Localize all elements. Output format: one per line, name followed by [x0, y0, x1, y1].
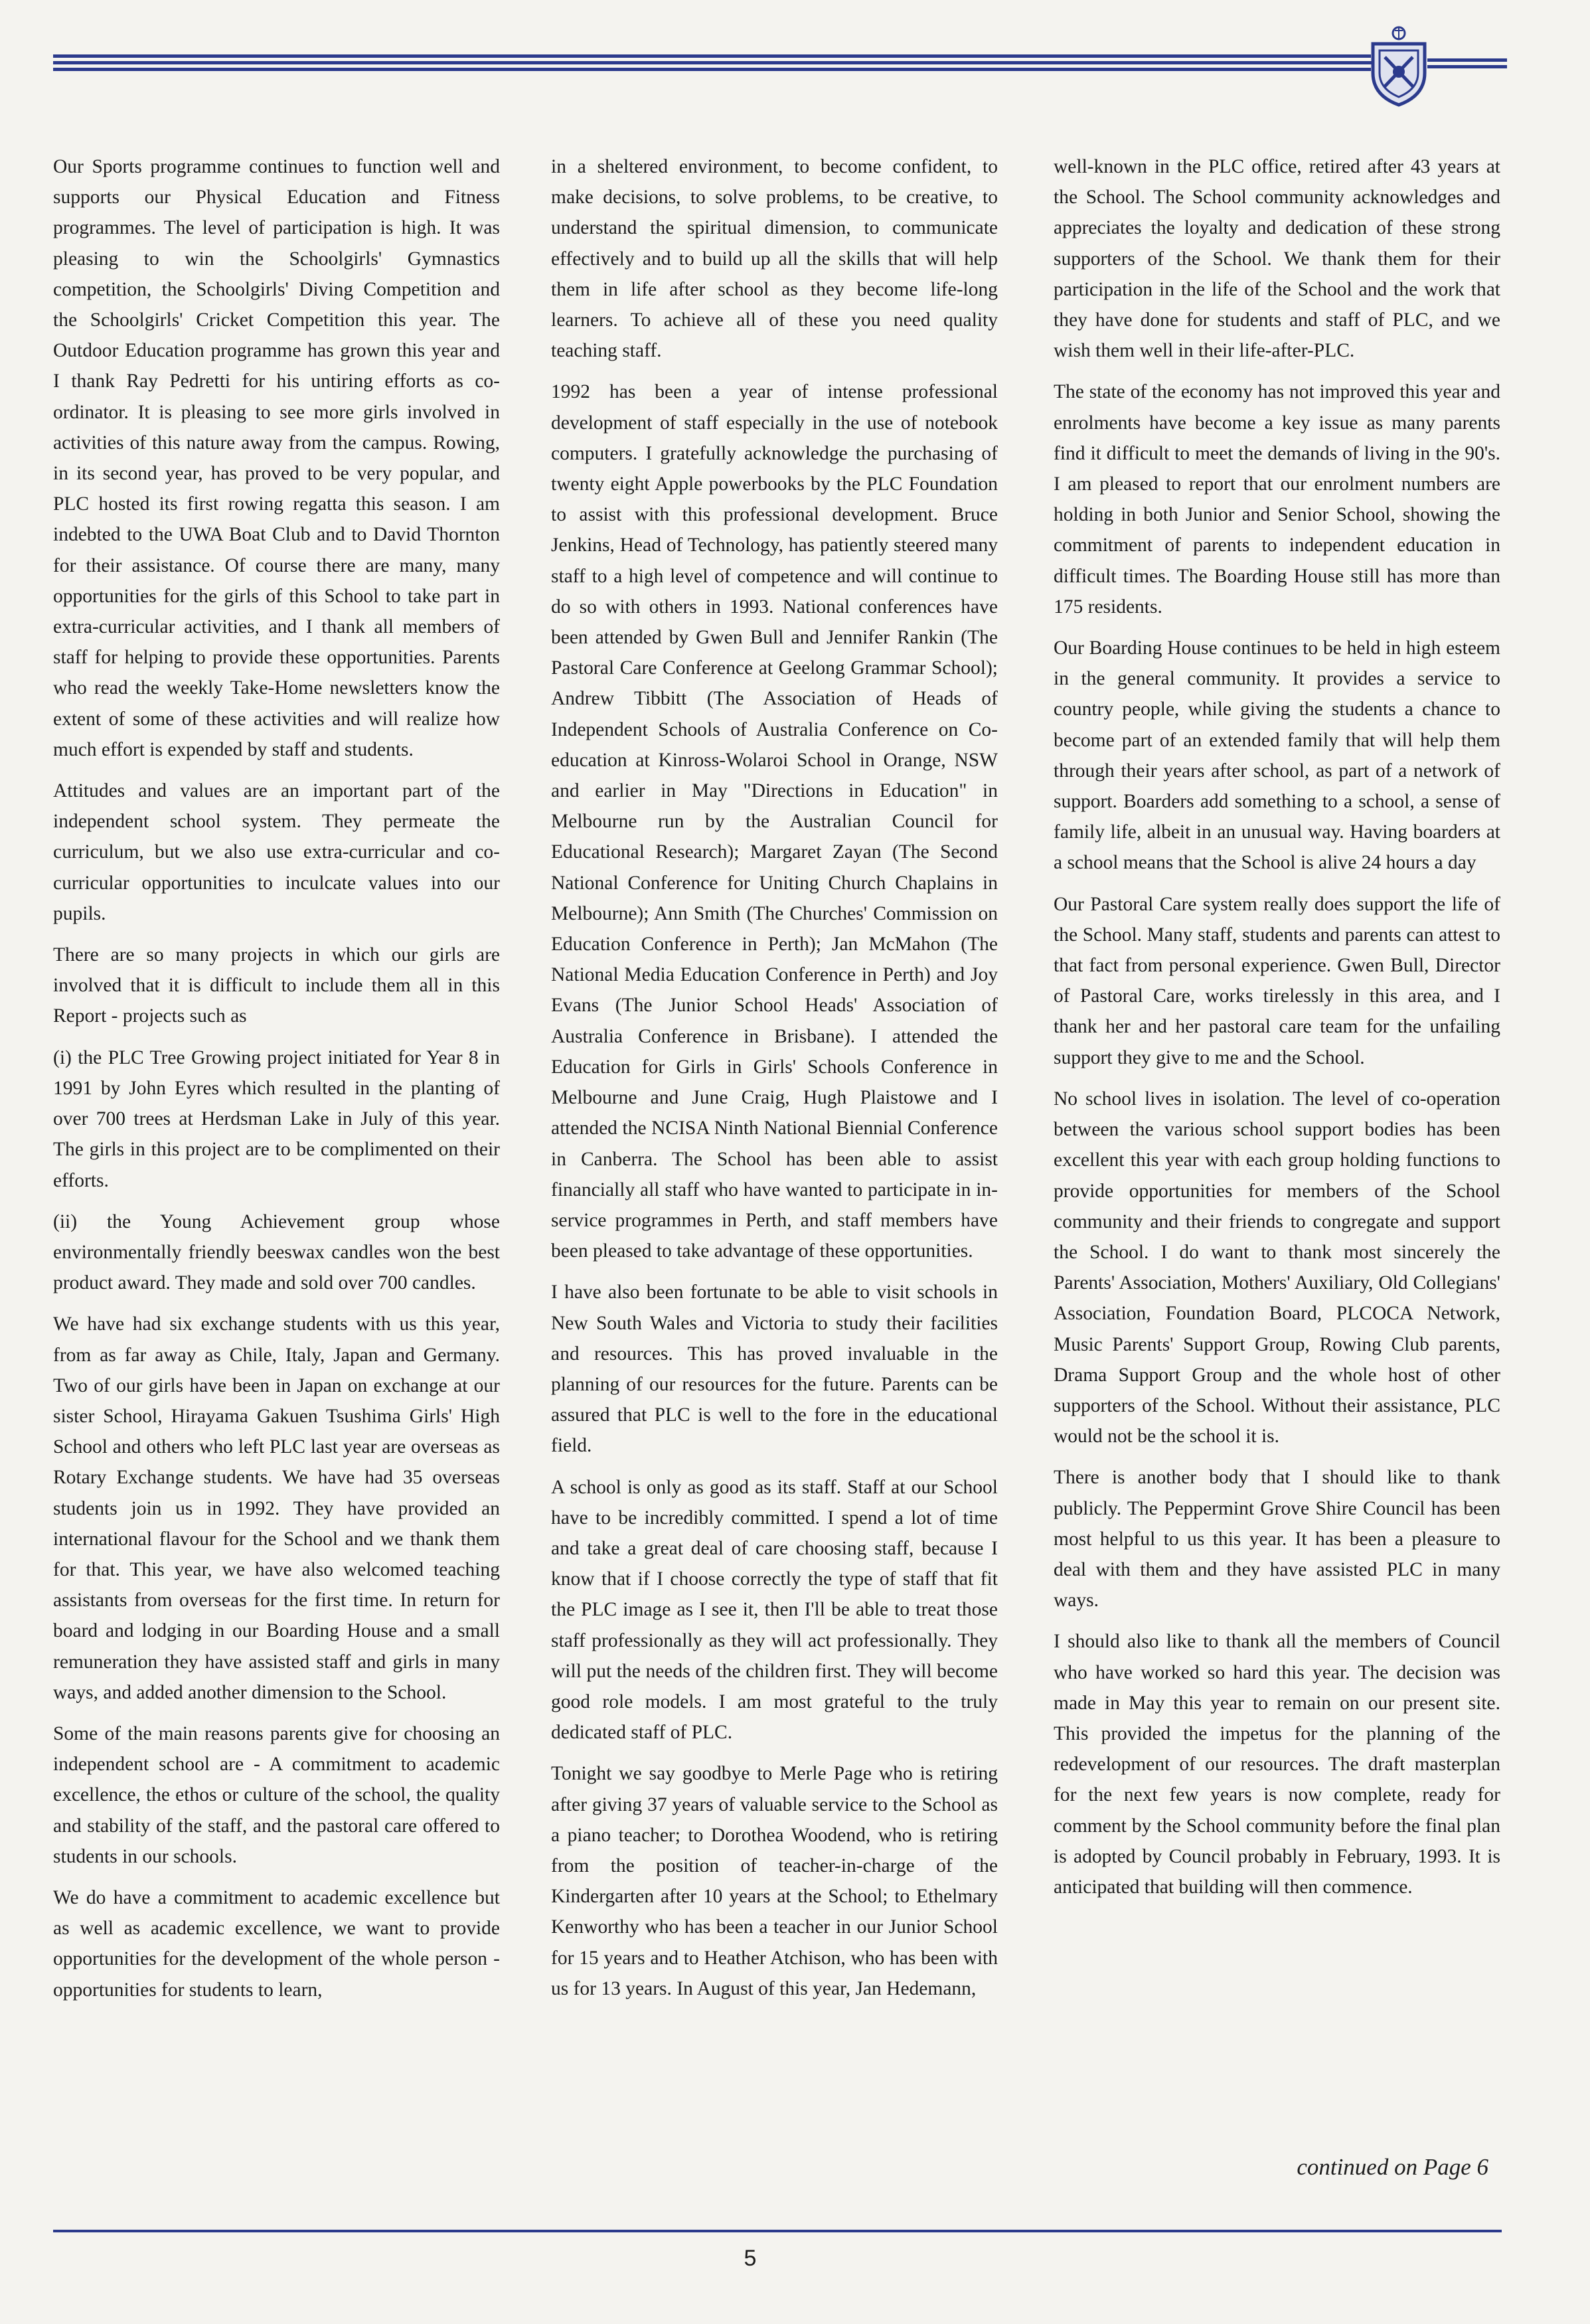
paragraph: I have also been fortunate to be able to visit schools in New South Wales and Victoria to study their facilities and resources. This has proved invaluable in the planning of our resources for the future. Parents can be assured that PLC is well to the fore in the educational field.: [551, 1282, 998, 1457]
paragraph: Some of the main reasons parents give for choosing an independent school are - A commitment to academic excellence, the ethos or culture of the school, the quality and stability of the staff, and the pastoral care offered to students in our schools.: [53, 1722, 500, 1867]
paragraph: Our Sports programme continues to function well and supports our Physical Education and Fitness programmes. The level of participation is high. It was pleasing to win the Schoolgirls' Gymnastics competition, the Schoolgirls' Diving Competition and the Schoolgirls' Cricket Competition this year. The Outdoor Education programme has grown this year and I thank Ray Pedretti for his untiring efforts as co-ordinator. It is pleasing to see more girls involved in activities of this nature away from the campus. Rowing, in its second year, has proved to be very popular, and PLC hosted its first rowing regatta this season. I am indebted to the UWA Boat Club and to David Thornton for their assistance. Of course there are many, many opportunities for the girls of this School to take part in extra-curricular activities, and I thank all members of staff for helping to provide these opportunities. Parents who read the weekly Take-Home newsletters know the extent of some of these activities and will realize how much effort is expended by staff and students.: [53, 156, 500, 760]
paragraph: We have had six exchange students with us this year, from as far away as Chile, Italy, Japan and Germany. Two of our girls have been in Japan on exchange at our sister School, Hirayama Gakuen Tsushima Girls' High School and others who left PLC last year are overseas as Rotary Exchange students. We have had 35 overseas students join us in 1992. They have provided an international flavour for the School and we thank them for that. This year, we have also welcomed teaching assistants from overseas for the first time. In return for board and lodging in our Boarding House and a small remuneration they have assisted staff and girls in many ways, and added another dimension to the School.: [53, 1313, 500, 1703]
header-rule-right: [1427, 58, 1507, 72]
paragraph: Our Pastoral Care system really does support the life of the School. Many staff, students and parents can attest to that fact from personal experience. Gwen Bull, Director of Pastoral Care, works tirelessly in this area, and I thank her and her pastoral care team for the unfailing support they give to me and the School.: [1054, 893, 1500, 1068]
footer-rule: [53, 2230, 1502, 2232]
paragraph: (i) the PLC Tree Growing project initiated for Year 8 in 1991 by John Eyres which resulted in the planting of over 700 trees at Herdsman Lake in July of this year. The girls in this project are to be complimented on their efforts.: [53, 1046, 500, 1191]
paragraph: in a sheltered environment, to become confident, to make decisions, to solve problems, to be creative, to understand the spiritual dimension, to communicate effectively and to build up all the skills that will help them in life after school as they become life-long learners. To achieve all of these you need quality teaching staff.: [551, 156, 998, 362]
paragraph: Attitudes and values are an important part of the independent school system. They permeate the curriculum, but we also use extra-curricular and co-curricular opportunities to inculcate values into our pupils.: [53, 780, 500, 924]
paragraph: There is another body that I should like to thank publicly. The Peppermint Grove Shire Council has been most helpful to us this year. It has been a pleasure to deal with them and they have assisted PLC in many ways.: [1054, 1467, 1500, 1612]
text-column-3: [1054, 151, 1500, 1913]
paragraph: No school lives in isolation. The level of co-operation between the various school support bodies has been excellent this year with each group holding functions to provide opportunities for members of the School community and their friends to congregate and support the School. I do want to thank most sincerely the Parents' Association, Mothers' Auxiliary, Old Collegians' Association, Foundation Board, PLCOCA Network, Music Parents' Support Group, Rowing Club parents, Drama Support Group and the whole host of other supporters of the School. Without their assistance, PLC would not be the school it is.: [1054, 1088, 1500, 1448]
text-column-1: [53, 151, 500, 2016]
header-rule: [53, 54, 1384, 77]
paragraph: 1992 has been a year of intense professional development of staff especially in the use of notebook computers. I gratefully acknowledge the purchasing of twenty eight Apple powerbooks by the PLC Foundation to assist with this professional development. Bruce Jenkins, Head of Technology, has patiently steered many staff to a high level of competence and will continue to do so with others in 1993. National conferences have been attended by Gwen Bull and Jennifer Rankin (The Pastoral Care Conference at Geelong Grammar School); Andrew Tibbitt (The Association of Heads of Independent Schools of Australia Conference on Co-education at Kinross-Wolaroi School in Orange, NSW and earlier in May "Directions in Education" in Melbourne run by the Australian Council for Educational Research); Margaret Zayan (The Second National Conference for Uniting Church Chaplains in Melbourne); Ann Smith (The Churches' Commission on Education Conference in Perth); Jan McMahon (The National Media Education Conference in Perth) and Joy Evans (The Junior School Heads' Association of Australia Conference in Brisbane). I attended the Education for Girls in Girls' Schools Conference in Melbourne and June Craig, Hugh Plaistowe and I attended the NCISA Ninth National Biennial Conference in Canberra. The School has been able to assist financially all staff who have wanted to participate in in-service programmes in Perth, and staff members have been pleased to take advantage of these opportunities.: [551, 381, 998, 1262]
page-number: 5: [744, 2246, 757, 2271]
paragraph: well-known in the PLC office, retired after 43 years at the School. The School community acknowledges and appreciates the loyalty and dedication of these strong supporters of the School. We thank them for their participation in the life of the School and the work that they have done for students and staff of PLC, and we wish them well in their life-after-PLC.: [1054, 156, 1500, 362]
paragraph: Our Boarding House continues to be held in high esteem in the general community. It provides a service to country people, while giving the students a chance to become part of an extended family that will help them through their years after school, as part of a network of support. Boarders add something to a school, a sense of family life, albeit in an unusual way. Having boarders at a school means that the School is alive 24 hours a day: [1054, 637, 1500, 874]
text-column-2: [551, 151, 998, 2015]
school-crest-icon: [1368, 24, 1430, 108]
paragraph: There are so many projects in which our girls are involved that it is difficult to include them all in this Report - projects such as: [53, 944, 500, 1027]
paragraph: We do have a commitment to academic excellence but as well as academic excellence, we want to provide opportunities for the development of the whole person - opportunities for students to learn,: [53, 1886, 500, 2001]
paragraph: Tonight we say goodbye to Merle Page who is retiring after giving 37 years of valuable service to the School as a piano teacher; to Dorothea Woodend, who is retiring from the position of teacher-in-charge of the Kindergarten after 10 years at the School; to Ethelmary Kenworthy who has been a teacher in our Junior School for 15 years and to Heather Atchison, who has been with us for 13 years. In August of this year, Jan Hedemann,: [551, 1763, 998, 1999]
paragraph: A school is only as good as its staff. Staff at our School have to be incredibly committed. I spend a lot of time and take a great deal of care choosing staff, because I know that if I choose correctly the type of staff that fit the PLC image as I see it, then I'll be able to treat those staff professionally as they will act professionally. They will put the needs of the children first. They will become good role models. I am most grateful to the truly dedicated staff of PLC.: [551, 1476, 998, 1744]
paragraph: The state of the economy has not improved this year and enrolments have become a key issue as many parents find it difficult to meet the demands of living in the 90's. I am pleased to report that our enrolment numbers are holding in both Junior and Senior School, showing the commitment of parents to independent education in difficult times. The Boarding House still has more than 175 residents.: [1054, 381, 1500, 618]
paragraph: (ii) the Young Achievement group whose environmentally friendly beeswax candles won the best product award. They made and sold over 700 candles.: [53, 1210, 500, 1294]
continued-note: continued on Page 6: [1297, 2154, 1488, 2180]
paragraph: I should also like to thank all the members of Council who have worked so hard this year. The decision was made in May this year to remain on our present site. This provided the impetus for the planning of the redevelopment of our resources. The draft masterplan for the next few years is now complete, ready for comment by the School community before the final plan is adopted by Council probably in February, 1993. It is anticipated that building will then commence.: [1054, 1631, 1500, 1898]
